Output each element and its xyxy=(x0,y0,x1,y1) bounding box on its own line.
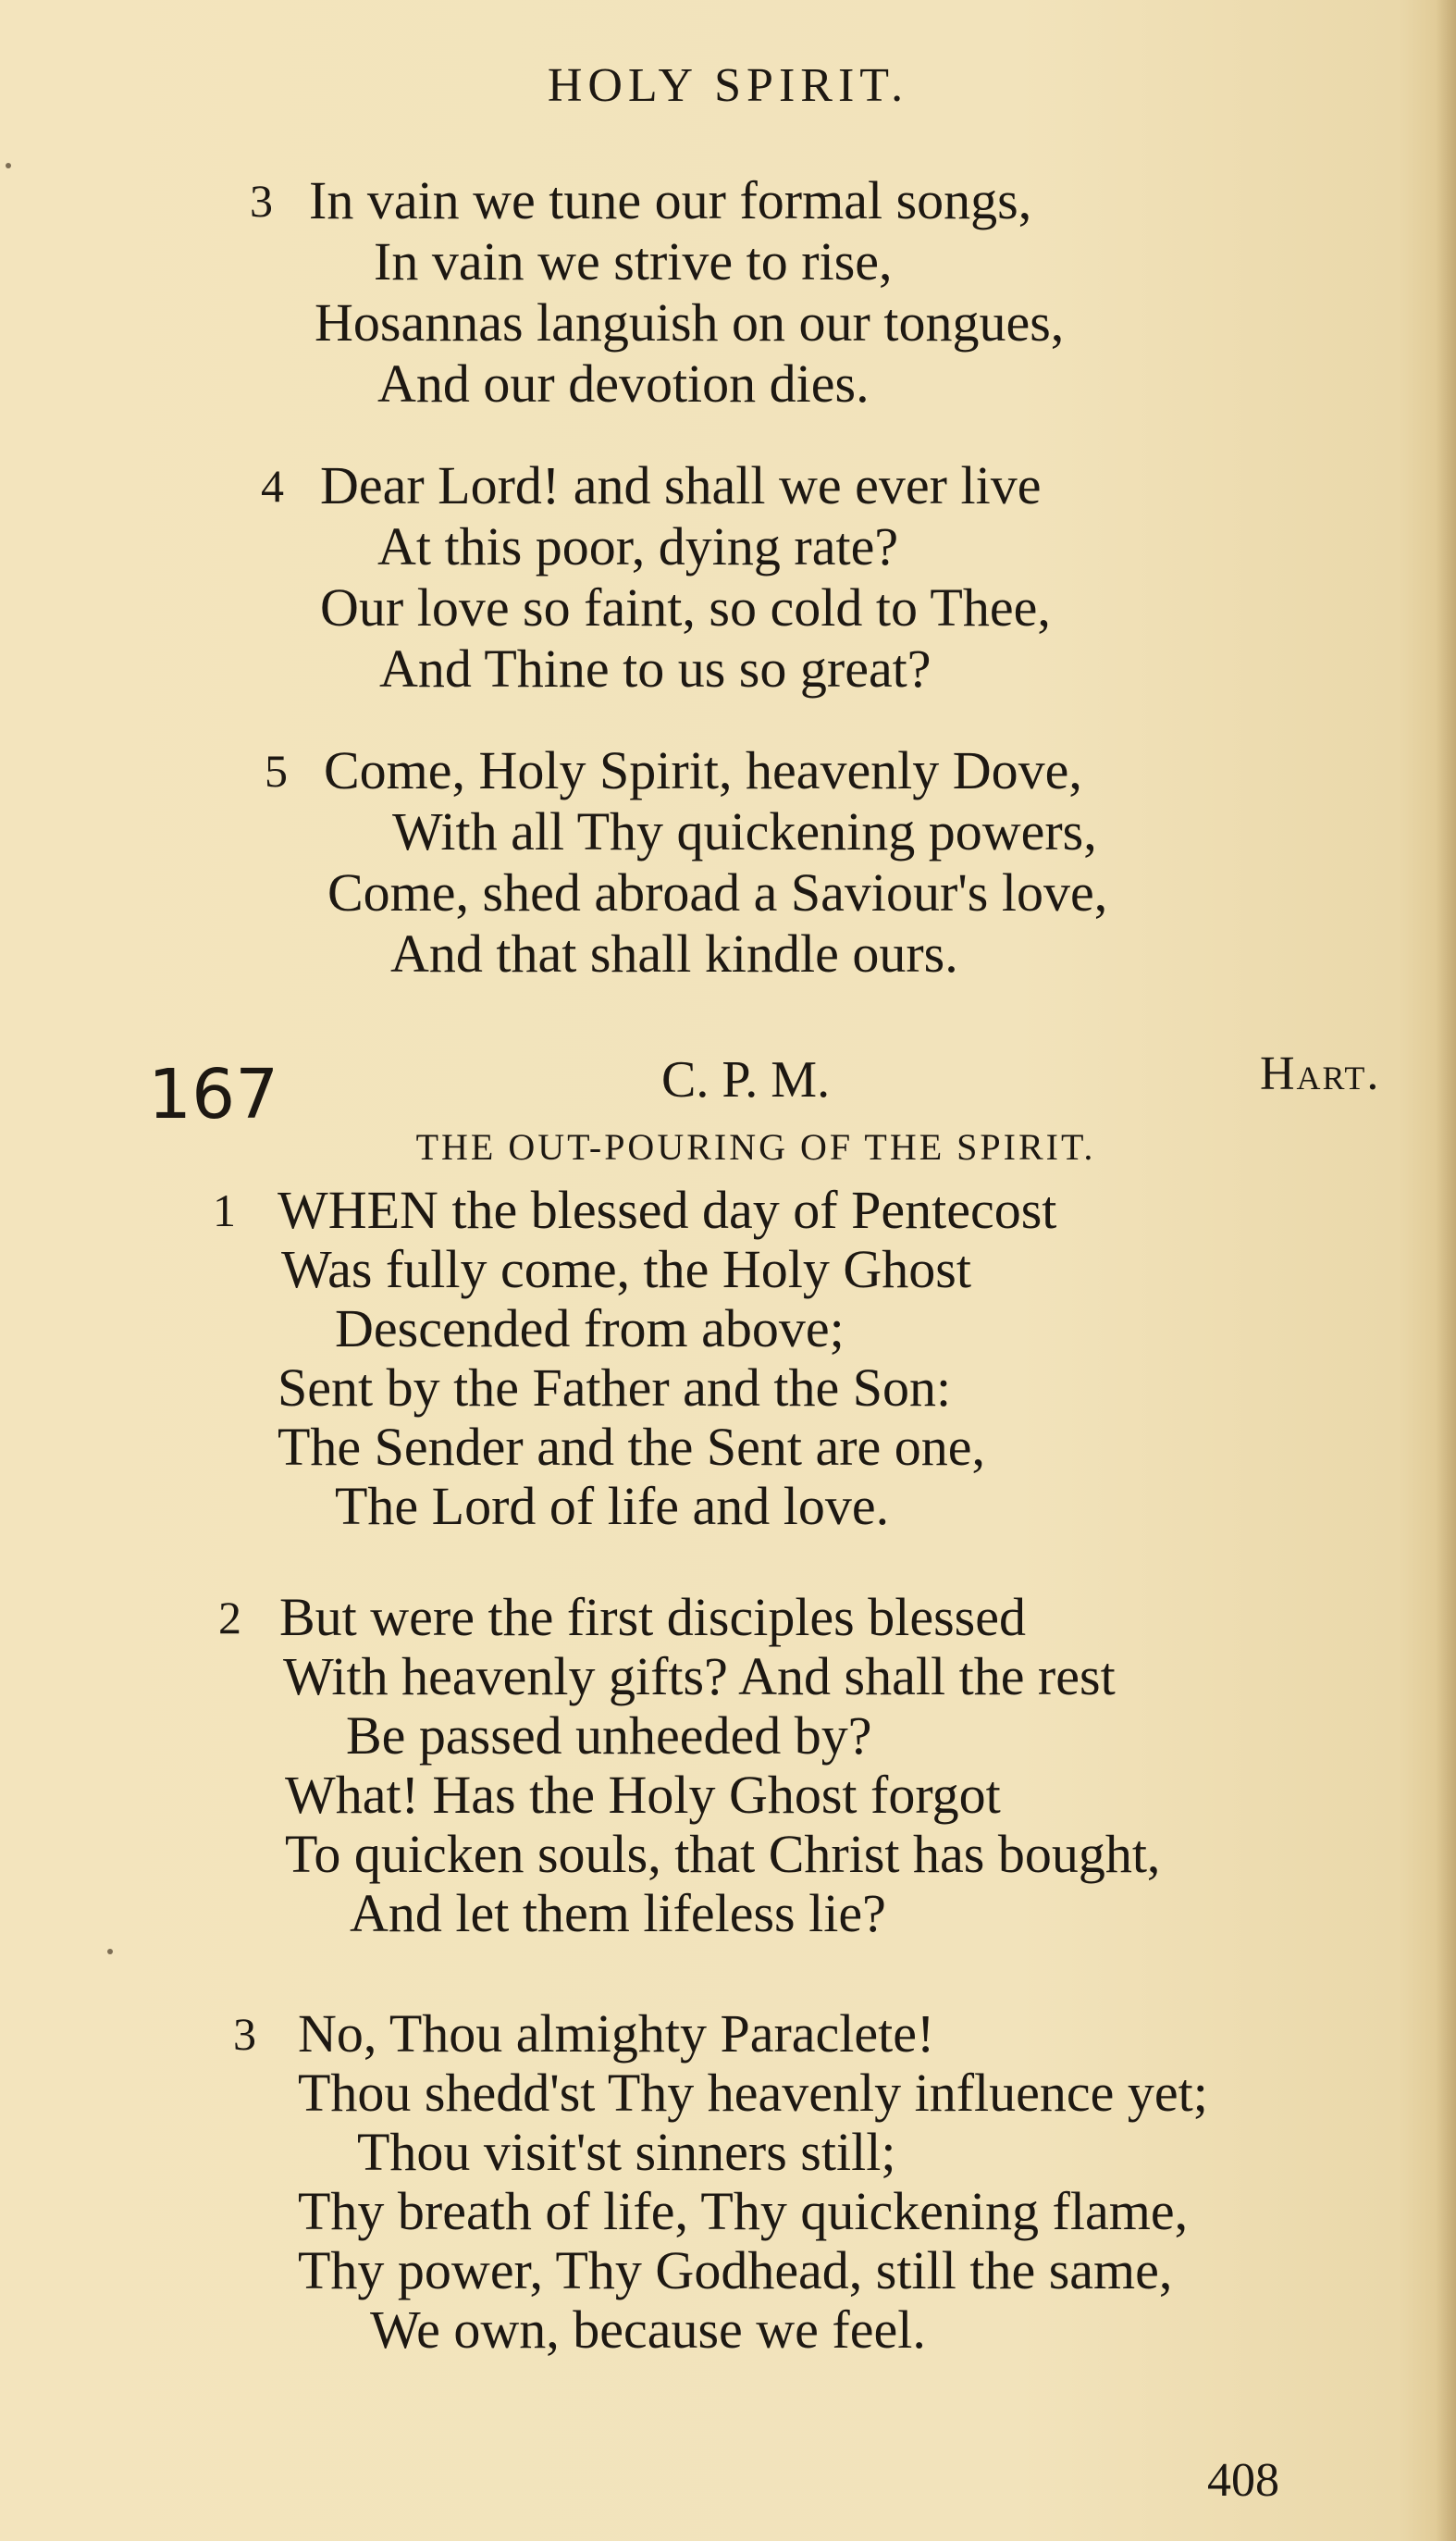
stanza-line: At this poor, dying rate? xyxy=(377,516,899,576)
prev-stanza-5 xyxy=(265,740,1108,985)
stanza-line: The Lord of life and love. xyxy=(335,1476,890,1536)
stanza-line: Thou shedd'st Thy heavenly influence yet; xyxy=(298,2063,1208,2123)
stanza-line: Descended from above; xyxy=(335,1298,845,1358)
stanza-line: What! Has the Holy Ghost forgot xyxy=(285,1765,1001,1825)
hymn-stanza-1 xyxy=(213,1180,1057,1536)
line-text: Dear Lord! and shall we ever live xyxy=(320,455,1042,515)
line-text: No, Thou almighty Paraclete! xyxy=(298,2003,935,2064)
stanza-line: In vain we strive to rise, xyxy=(374,231,893,291)
stanza-line: Our love so faint, so cold to Thee, xyxy=(320,577,1051,638)
stanza-line xyxy=(250,170,1058,231)
stanza-line xyxy=(213,1180,1057,1240)
hymn-meter: C. P. M. xyxy=(661,1051,831,1109)
stanza-number: 5 xyxy=(265,745,288,797)
hymn-title: THE OUT-POURING OF THE SPIRIT. xyxy=(415,1126,1096,1168)
stanza-line: We own, because we feel. xyxy=(370,2299,926,2360)
stanza-line: Thou visit'st sinners still; xyxy=(357,2122,896,2182)
stanza-line: And let them lifeless lie? xyxy=(350,1883,886,1943)
stanza-line xyxy=(218,1587,1154,1647)
stanza-line xyxy=(265,740,1104,801)
line-text: Come, Holy Spirit, heavenly Dove, xyxy=(324,740,1082,800)
line-text: WHEN the blessed day of Pentecost xyxy=(278,1180,1057,1240)
stanza-line: Come, shed abroad a Saviour's love, xyxy=(327,862,1108,923)
stanza-line xyxy=(261,455,1051,516)
line-text: But were the first disciples blessed xyxy=(279,1587,1026,1647)
stanza-line: And that shall kindle ours. xyxy=(390,923,958,984)
stanza-line: Was fully come, the Holy Ghost xyxy=(281,1239,971,1299)
page-speck xyxy=(6,163,11,168)
stanza-line: Thy breath of life, Thy quickening flame, xyxy=(298,2181,1189,2241)
stanza-line: The Sender and the Sent are one, xyxy=(278,1417,985,1477)
hymn-number: 167 xyxy=(148,1055,279,1134)
stanza-line: With heavenly gifts? And shall the rest xyxy=(283,1646,1116,1706)
stanza-number: 4 xyxy=(261,460,284,512)
stanza-line: Thy power, Thy Godhead, still the same, xyxy=(298,2240,1173,2300)
stanza-line xyxy=(233,2003,1208,2064)
stanza-line: And our devotion dies. xyxy=(377,353,870,414)
stanza-line: To quicken souls, that Christ has bought, xyxy=(285,1824,1161,1884)
stanza-line: Hosannas languish on our tongues, xyxy=(315,292,1065,353)
hymn-stanza-3 xyxy=(233,2003,1208,2360)
prev-stanza-4 xyxy=(261,455,1051,700)
page-number: 408 xyxy=(1207,2454,1279,2507)
stanza-number: 1 xyxy=(213,1184,236,1236)
stanza-number: 2 xyxy=(218,1592,241,1643)
stanza-line: With all Thy quickening powers, xyxy=(392,801,1097,861)
stanza-number: 3 xyxy=(250,175,273,227)
page-edge-shadow xyxy=(1436,0,1456,2541)
line-text: In vain we tune our formal songs, xyxy=(309,170,1032,230)
hymn-author: Hart. xyxy=(1260,1047,1381,1100)
stanza-line: Sent by the Father and the Son: xyxy=(278,1357,952,1418)
stanza-number: 3 xyxy=(233,2008,256,2060)
page-speck xyxy=(107,1949,113,1954)
running-head: HOLY SPIRIT. xyxy=(547,59,909,112)
hymn-stanza-2 xyxy=(218,1587,1161,1943)
stanza-line: Be passed unheeded by? xyxy=(346,1705,872,1766)
stanza-line: And Thine to us so great? xyxy=(379,638,932,699)
prev-stanza-3 xyxy=(250,170,1065,415)
